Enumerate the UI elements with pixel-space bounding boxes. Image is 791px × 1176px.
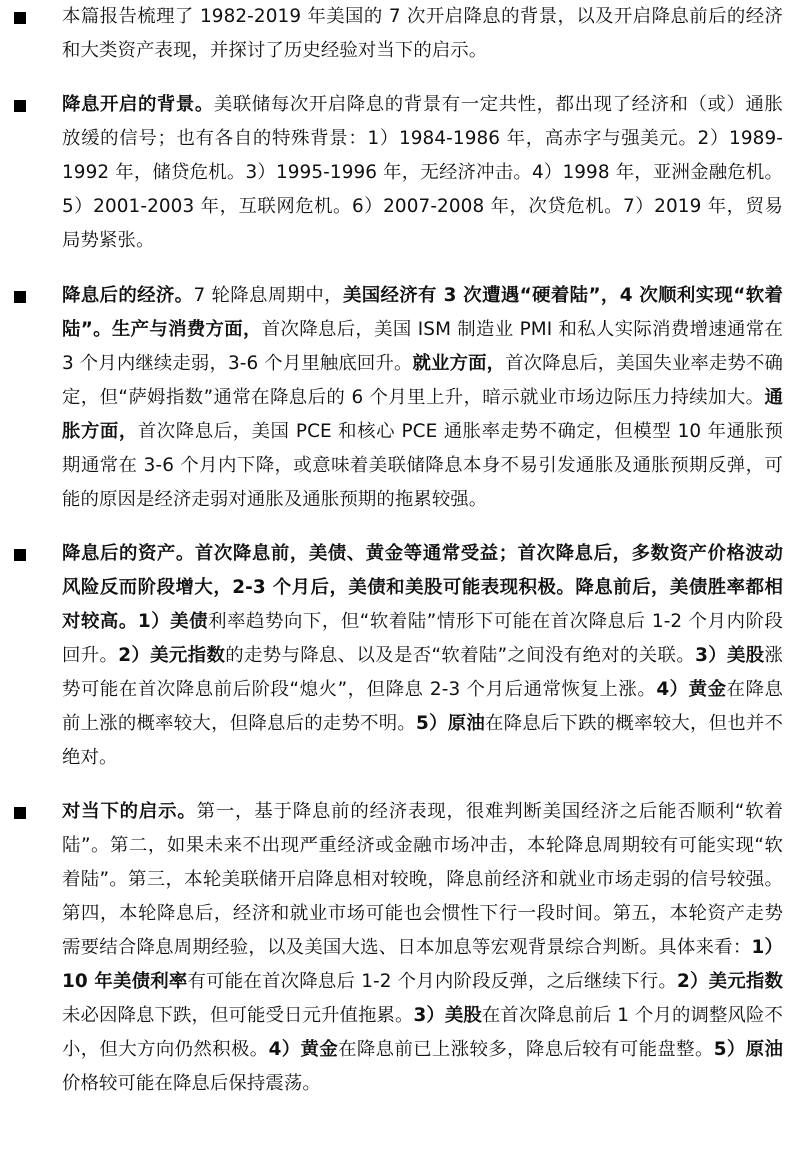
summary-item-economy xyxy=(0,279,791,517)
summary-item-assets xyxy=(0,537,791,775)
square-bullet-icon xyxy=(14,100,26,112)
square-bullet-icon xyxy=(14,807,26,819)
text-segment: 7 轮降息周期中， xyxy=(193,285,343,306)
summary-item-background xyxy=(0,88,791,258)
text-segment: 在降息后下跌的概率较大，但也并不绝对。 xyxy=(62,713,783,768)
text-segment: 的走势与降息、以及是否“软着陆”之间没有绝对的关联。 xyxy=(225,645,696,666)
bold-segment: 4）黄金 xyxy=(656,679,727,700)
summary-item-intro xyxy=(0,0,791,68)
text-segment: 价格较可能在降息后保持震荡。 xyxy=(62,1073,321,1094)
summary-paragraph xyxy=(62,0,783,68)
text-segment: 涨势可能在首次降息前后阶段“熄火”，但降息 2-3 个月后通常恢复上涨。 xyxy=(62,645,783,700)
text-segment: 利率趋势向下，但“软着陆”情形下可能在首次降息后 1-2 个月内阶段回升。 xyxy=(62,611,783,666)
summary-paragraph xyxy=(62,88,783,258)
section-heading: 降息后的资产。首次降息前，美债、黄金等通常受益；首次降息后，多数资产价格波动风险反而阶段增大，2-3 个月后，美债和美股可能表现积极。降息前后，美债胜率都相对较高。1）美债 xyxy=(62,543,783,632)
bold-segment: 美国经济有 3 次遭遇“硬着陆”，4 次顺利实现“软着陆”。生产与消费方面， xyxy=(62,285,784,340)
text-segment: 本篇报告梳理了 1982-2019 年美国的 7 次开启降息的背景，以及开启降息前后的经济和大类资产表现，并探讨了历史经验对当下的启示。 xyxy=(62,6,783,61)
section-heading: 对当下的启示。 xyxy=(62,801,197,822)
section-heading: 降息后的经济。 xyxy=(62,285,194,306)
bold-segment: 就业方面， xyxy=(412,353,506,374)
bold-segment: 1）10 年美债利率 xyxy=(62,937,783,992)
summary-item-implications xyxy=(0,795,791,1101)
text-segment: 在降息前上涨的概率较大，但降息后的走势不明。 xyxy=(62,679,783,734)
summary-paragraph xyxy=(62,795,783,1101)
bold-segment: 4）黄金 xyxy=(268,1039,339,1060)
bold-segment: 2）美元指数 xyxy=(118,645,226,666)
text-segment: 首次降息后，美国失业率走势不确定，但“萨姆指数”通常在降息后的 6 个月里上升，暗示就业市场边际压力持续加大。 xyxy=(62,353,783,408)
bold-segment: 5）原油 xyxy=(416,713,485,734)
text-segment: 在降息前已上涨较多，降息后较有可能盘整。 xyxy=(338,1039,714,1060)
bold-segment: 3）美股 xyxy=(695,645,765,666)
text-segment: 美联储每次开启降息的背景有一定共性，都出现了经济和（或）通胀放缓的信号；也有各自的特殊背景：1）1984-1986 年，高赤字与强美元。2）1989-1992 年，储贷危机。3）1995-1996 年，无经济冲击。4）1998 年，亚洲金融危机。5）2001-2003 年，互联网危机。6）2007-2008 年，次贷危机。7）2019 年，贸易局势紧张。 xyxy=(62,94,783,251)
text-segment: 首次降息后，美国 PCE 和核心 PCE 通胀率走势不确定，但模型 10 年通胀预期通常在 3-6 个月内下降，或意味着美联储降息本身不易引发通胀及通胀预期反弹，可能的原因是经济走弱对通胀及通胀预期的拖累较强。 xyxy=(62,421,784,510)
text-segment: 首次降息后，美国 ISM 制造业 PMI 和私人实际消费增速通常在 3 个月内继续走弱，3-6 个月里触底回升。 xyxy=(62,319,784,374)
section-heading: 降息开启的背景。 xyxy=(62,94,214,115)
bold-segment: 2）美元指数 xyxy=(676,971,783,992)
text-segment: 未必因降息下跌，但可能受日元升值拖累。 xyxy=(62,1005,414,1026)
bold-segment: 5）原油 xyxy=(713,1039,783,1060)
bold-segment: 通胀方面， xyxy=(62,387,783,442)
bold-segment: 3）美股 xyxy=(413,1005,482,1026)
text-segment: 第一，基于降息前的经济表现，很难判断美国经济之后能否顺利“软着陆”。第二，如果未来不出现严重经济或金融市场冲击，本轮降息周期较有可能实现“软着陆”。第三，本轮美联储开启降息相对较晚，降息前经济和就业市场走弱的信号较强。第四，本轮降息后，经济和就业市场可能也会惯性下行一段时间。第五，本轮资产走势需要结合降息周期经验，以及美国大选、日本加息等宏观背景综合判断。具体来看： xyxy=(62,801,783,958)
square-bullet-icon xyxy=(14,291,26,303)
square-bullet-icon xyxy=(14,549,26,561)
text-segment: 有可能在首次降息后 1-2 个月内阶段反弹，之后继续下行。 xyxy=(187,971,677,992)
square-bullet-icon xyxy=(14,12,26,24)
summary-paragraph xyxy=(62,537,783,775)
text-segment: 在首次降息前后 1 个月的调整风险不小，但大方向仍然积极。 xyxy=(62,1005,783,1060)
summary-paragraph xyxy=(62,279,783,517)
